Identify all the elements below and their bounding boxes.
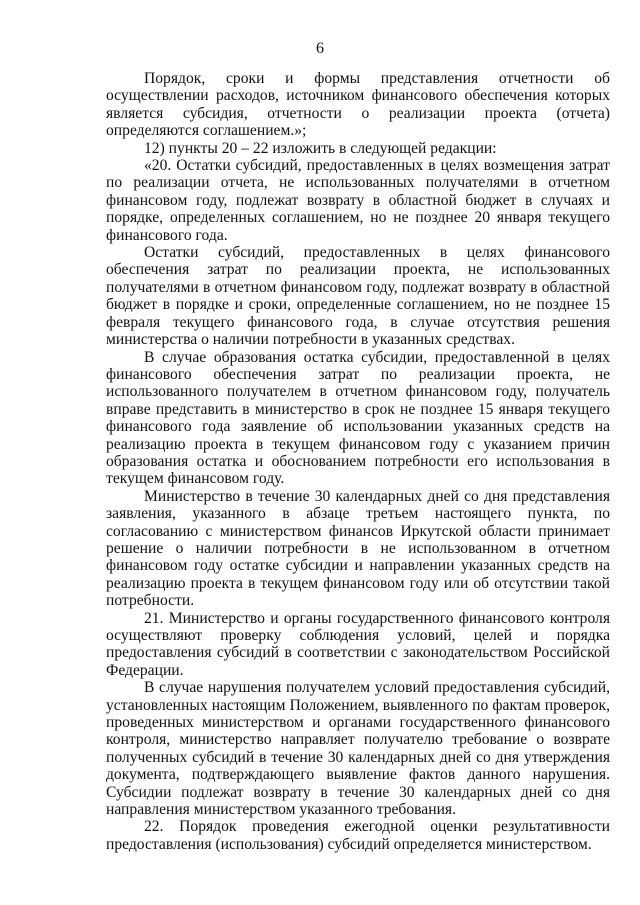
paragraph-ministry-decision: Министерство в течение 30 календарных дней со дня представления заявления, указанного в абзаце третьем настоящего пункта, по согласованию с министерством финансов Иркутской области принимает решение о наличии потребности в не использованном в отчетном финансовом году остатке субсидии и направлении указанных средств на реализацию проекта в текущем финансовом году или об отсутствии такой потребности. xyxy=(106,487,610,610)
paragraph-clause-21: 21. Министерство и органы государственного финансового контроля осуществляют проверку соблюдения условий, целей и порядка предоставления субсидий в соответствии с законодательством Российской Федерации. xyxy=(106,609,610,679)
paragraph-violation-refund: В случае нарушения получателем условий предоставления субсидий, установленных настоящим Положением, выявленного по фактам проверок, проведенных министерством и органами государственного финансового контроля, министерство направляет получателю требование о возврате полученных субсидий в течение 30 календарных дней со дня утверждения документа, подтверждающего выявление фактов данного нарушения. Субсидии подлежат возврату в течение 30 календарных дней со дня направления министерством указанного требования. xyxy=(106,679,610,819)
paragraph-clause-20: «20. Остатки субсидий, предоставленных в целях возмещения затрат по реализации отчета, не использованных получателями в отчетном финансовом году, подлежат возврату в областной бюджет в случаях и порядке, определенных соглашением, но не позднее 20 января текущего финансового года. xyxy=(106,157,610,244)
paragraph-clause-22: 22. Порядок проведения ежегодной оценки результативности предоставления (использования) субсидий определяется министерством. xyxy=(106,818,610,853)
paragraph-amendment-intro: 12) пункты 20 – 22 изложить в следующей редакции: xyxy=(144,139,497,157)
page-number: 6 xyxy=(316,40,324,57)
paragraph-project-balances: Остатки субсидий, предоставленных в целях финансового обеспечения затрат по реализации проекта, не использованных получателями в отчетном финансовом году, подлежат возврату в областной бюджет в порядке и сроки, определенные соглашением, но не позднее 15 февраля текущего финансового года, в случае отсутствия решения министерства о наличии потребности в указанных средствах. xyxy=(106,244,610,349)
document-body xyxy=(106,70,610,853)
paragraph-balance-application: В случае образования остатка субсидии, предоставленной в целях финансового обеспечения затрат по реализации проекта, не использованного получателем в отчетном финансовом году, получатель вправе представить в министерство в срок не позднее 15 января текущего финансового года заявление об использовании указанных средств на реализацию проекта в текущем финансовом году с указанием причин образования остатка и обоснованием потребности его использования в текущем финансовом году. xyxy=(106,348,610,488)
paragraph-reporting-terms: Порядок, сроки и формы представления отчетности об осуществлении расходов, источником финансового обеспечения которых является субсидия, отчетности о реализации проекта (отчета) определяются соглашением.»; xyxy=(106,70,610,140)
